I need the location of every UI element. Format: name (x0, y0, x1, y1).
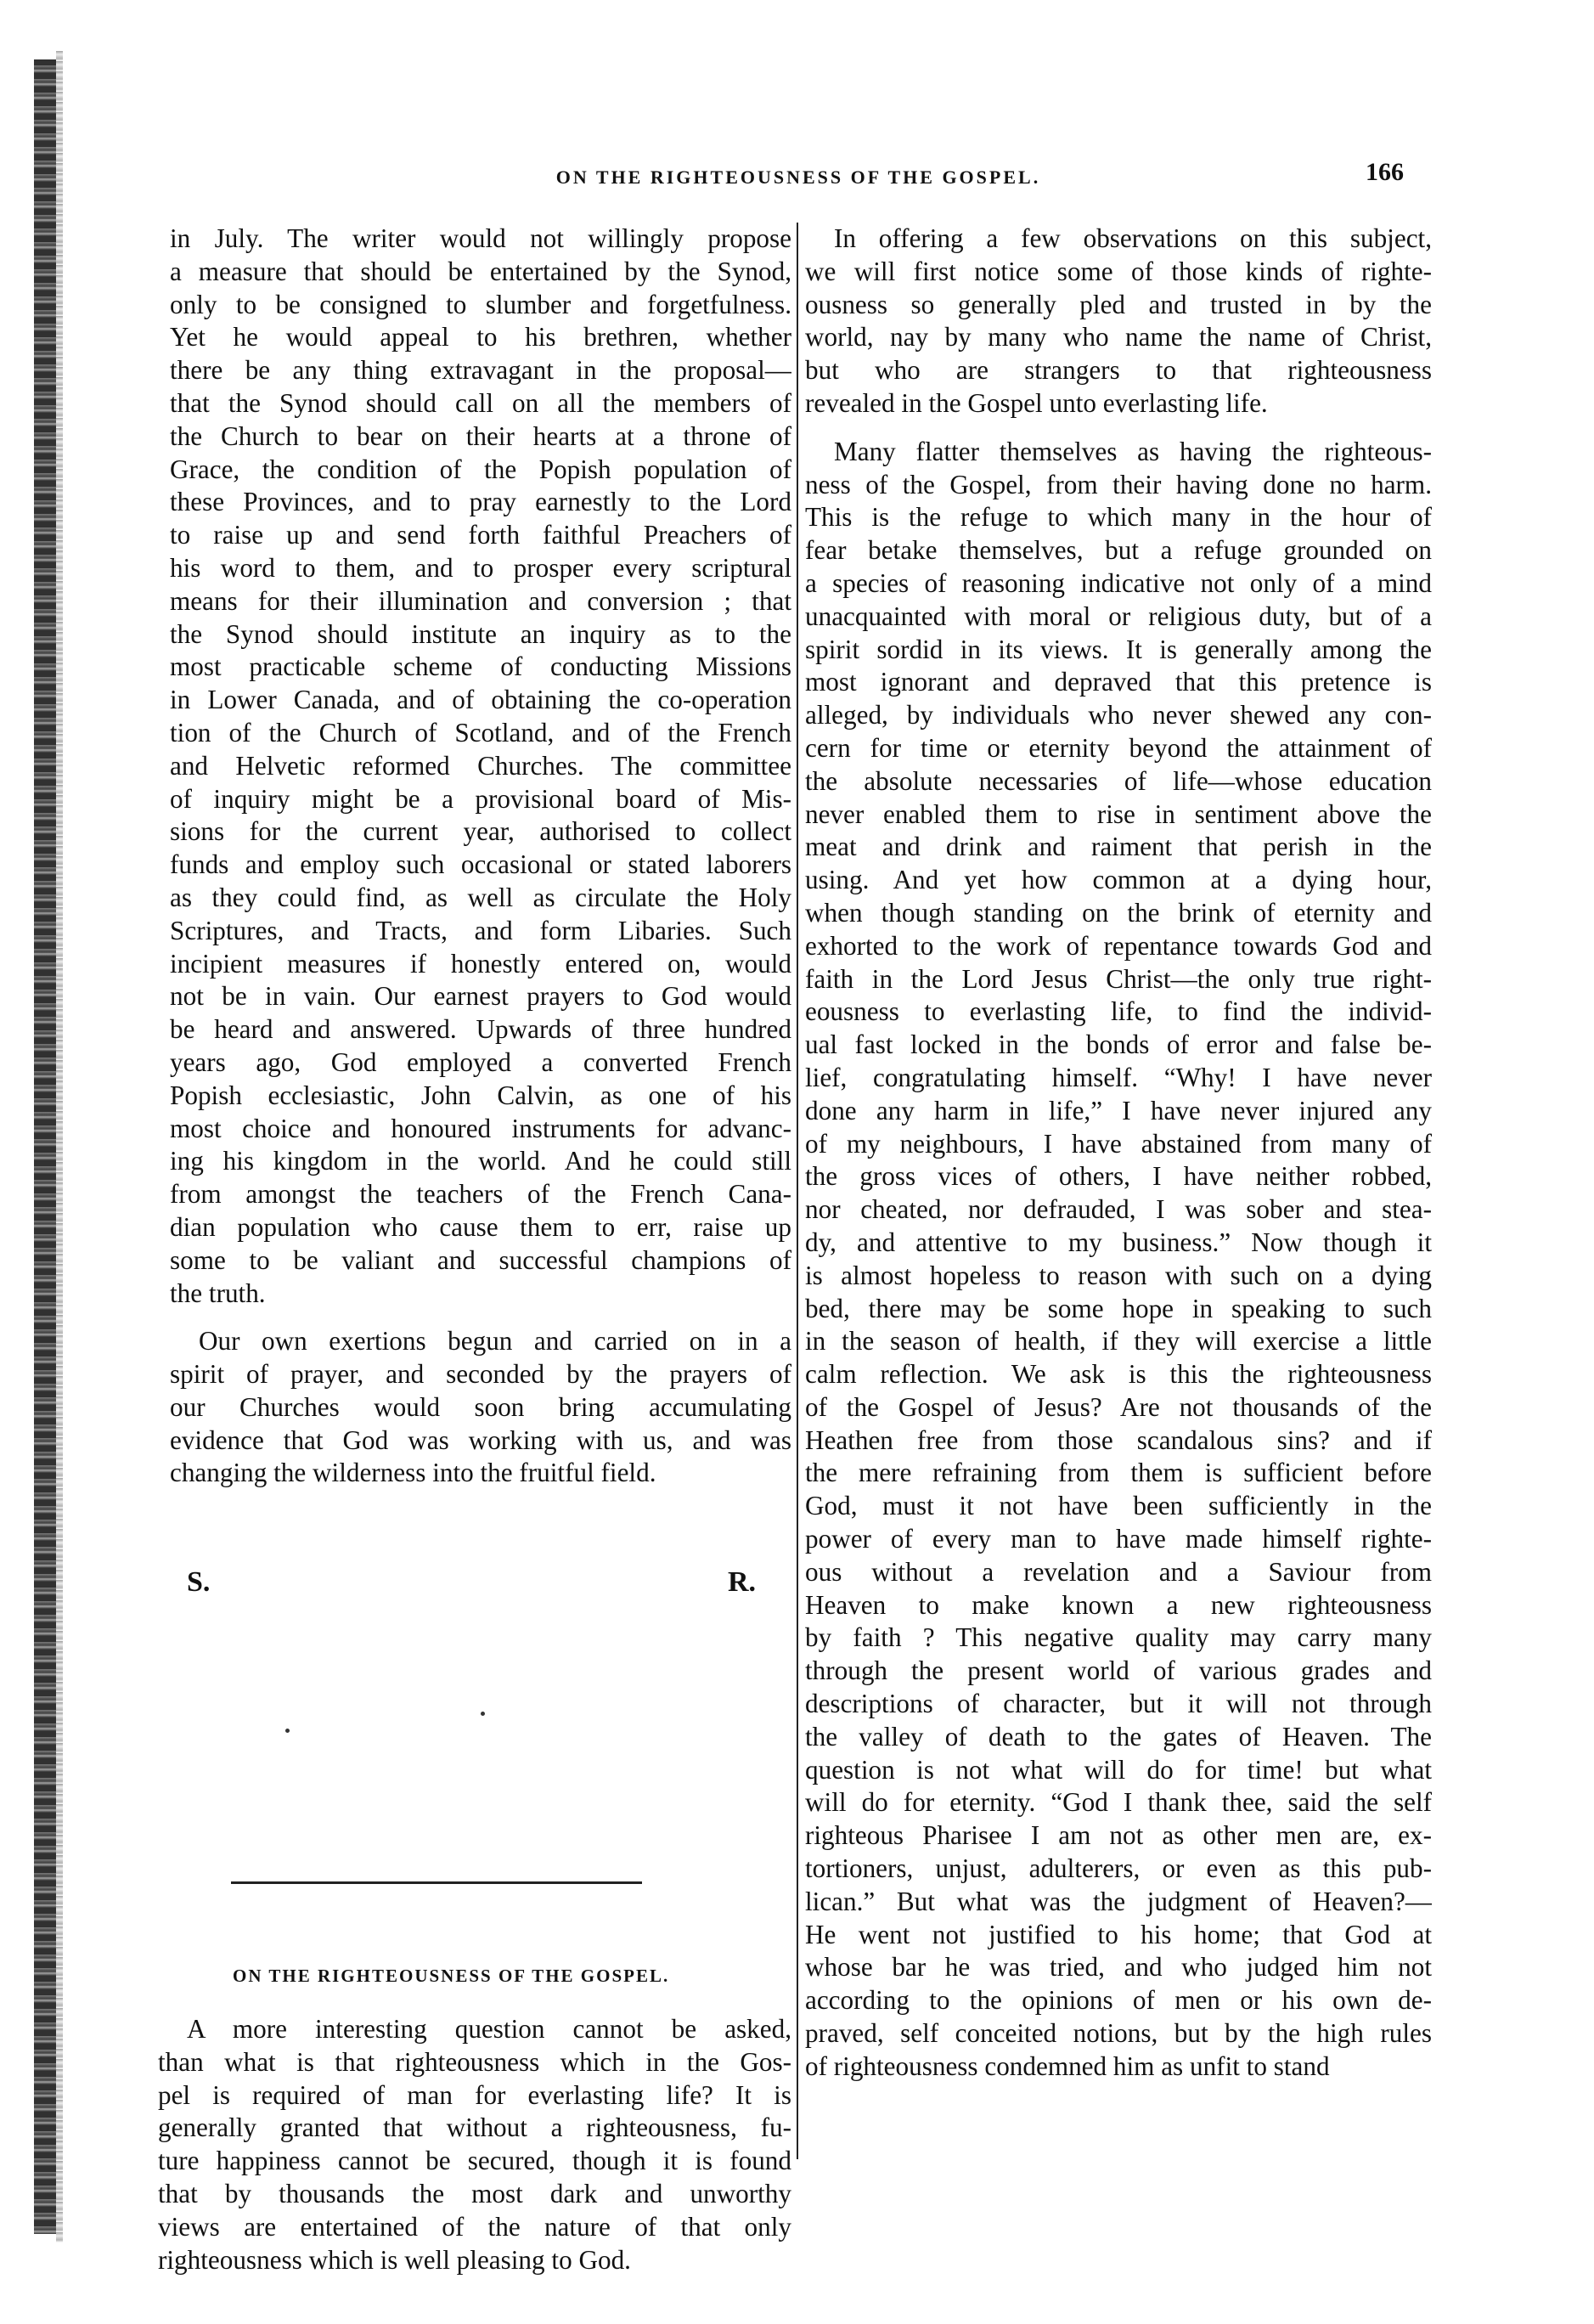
text-line: cern for time or eternity beyond the attainment of (805, 732, 1432, 763)
text-line: will do for eternity. “God I thank thee, said the self (805, 1787, 1432, 1818)
text-line: the truth. (170, 1278, 266, 1308)
text-line: ness of the Gospel, from their having done no harm. (805, 469, 1432, 499)
text-line: dy, and attentive to my business.” Now though it (805, 1227, 1432, 1257)
text-line: the valley of death to the gates of Heaven. The (805, 1721, 1432, 1751)
page-gutter-shadow (56, 51, 63, 2242)
text-line: generally granted that without a righteousness, fu- (158, 2112, 791, 2143)
text-line: Our own exertions begun and carried on in a (199, 1326, 791, 1357)
text-line: of my neighbours, I have abstained from many of (805, 1128, 1432, 1159)
text-line: ual fast locked in the bonds of error and false be- (805, 1029, 1432, 1060)
text-line: Popish ecclesiastic, John Calvin, as one of his (170, 1080, 791, 1110)
paragraph-many-flatter (805, 436, 1432, 2084)
paragraph-continued (170, 223, 791, 1310)
text-line: righteous Pharisee I am not as other men are, ex- (805, 1820, 1432, 1851)
text-line: in the season of health, if they will exercise a little (805, 1326, 1432, 1357)
text-line: nor cheated, nor defrauded, I was sober and stea- (805, 1194, 1432, 1225)
text-line: of inquiry might be a provisional board of Mis- (170, 783, 791, 814)
book-binding-edge (34, 59, 56, 2234)
text-line: question is not what will do for time! but what (805, 1754, 1432, 1785)
text-line: Grace, the condition of the Popish population of (170, 454, 791, 484)
text-line: tortioners, unjust, adulterers, or even as this pub- (805, 1853, 1432, 1884)
text-line: descriptions of character, but it will not through (805, 1689, 1432, 1719)
text-line: is almost hopeless to reason with such on a dying (805, 1260, 1432, 1290)
text-line: than what is that righteousness which in the Gos- (158, 2046, 791, 2077)
text-line: his word to them, and to prosper every scriptural (170, 552, 791, 583)
text-line: faith in the Lord Jesus Christ—the only true right- (805, 963, 1432, 994)
text-line: years ago, God employed a converted French (170, 1046, 791, 1077)
text-line: as they could find, as well as circulate the Holy (170, 882, 791, 912)
text-line: tion of the Church of Scotland, and of the French (170, 717, 791, 747)
text-line: evidence that God was working with us, and was (170, 1424, 791, 1455)
text-line: the absolute necessaries of life—whose education (805, 765, 1432, 796)
text-line: that by thousands the most dark and unworthy (158, 2178, 791, 2208)
text-line: but who are strangers to that righteousness (805, 355, 1432, 386)
text-line: lief, congratulating himself. “Why! I have never (805, 1062, 1432, 1092)
text-line: the Synod should institute an inquiry as to the (170, 618, 791, 649)
text-line: not be in vain. Our earnest prayers to God would (170, 981, 791, 1012)
text-line: to raise up and send forth faithful Preachers of (170, 520, 791, 550)
text-line: dian population who cause them to err, raise up (170, 1211, 791, 1242)
text-line: pel is required of man for everlasting life? It is (158, 2079, 791, 2110)
text-line: of the Gospel of Jesus? Are not thousands of the (805, 1391, 1432, 1422)
right-column (805, 223, 1432, 2084)
paragraph-gap (170, 1310, 791, 1325)
text-line: and Helvetic reformed Churches. The committee (170, 750, 791, 781)
text-line: praved, self conceited notions, but by the high rules (805, 2018, 1432, 2049)
text-line: there be any thing extravagant in the proposal— (170, 355, 791, 386)
text-line: fear betake themselves, but a refuge grounded on (805, 535, 1432, 566)
running-head: ON THE RIGHTEOUSNESS OF THE GOSPEL. (555, 166, 1041, 188)
text-line: through the present world of various grades and (805, 1656, 1432, 1686)
section-divider (231, 1881, 642, 1884)
paragraph-interesting-question (158, 2013, 791, 2276)
text-line: according to the opinions of men or his own de- (805, 1985, 1432, 2016)
text-line: the mere refraining from them is sufficient before (805, 1458, 1432, 1488)
page-number: 166 (1366, 158, 1404, 186)
text-line: when though standing on the brink of eternity and (805, 897, 1432, 928)
text-line: by faith ? This negative quality may carry many (805, 1622, 1432, 1653)
text-line: calm reflection. We ask is this the righteousness (805, 1359, 1432, 1390)
text-line: the Church to bear on their hearts at a throne of (170, 420, 791, 451)
text-line: spirit of prayer, and seconded by the prayers of (170, 1359, 791, 1390)
text-line: changing the wilderness into the fruitful field. (170, 1458, 656, 1488)
text-line: whose bar he was tried, and who judged him not (805, 1952, 1432, 1983)
text-line: eousness to everlasting life, to find the individ- (805, 996, 1432, 1027)
text-line: be heard and answered. Upwards of three hundred (170, 1014, 791, 1045)
text-line: Heaven to make known a new righteousness (805, 1589, 1432, 1620)
text-line: means for their illumination and conversion ; that (170, 585, 791, 616)
text-line: in Lower Canada, and of obtaining the co-operation (170, 685, 791, 715)
paragraph-gap (805, 420, 1432, 436)
text-line: Many flatter themselves as having the righteous- (834, 436, 1432, 466)
text-line: from amongst the teachers of the French Cana- (170, 1179, 791, 1210)
signature-initial-r: R. (727, 1566, 756, 1598)
text-line: revealed in the Gospel unto everlasting life. (805, 387, 1268, 418)
text-line: that the Synod should call on all the members of (170, 387, 791, 418)
column-rule (797, 223, 798, 2159)
stray-mark (285, 1729, 290, 1733)
text-line: God, must it not have been sufficiently in the (805, 1491, 1432, 1521)
text-line: exhorted to the work of repentance towards God and (805, 930, 1432, 961)
text-line: power of every man to have made himself righte- (805, 1524, 1432, 1554)
text-line: unacquainted with moral or religious duty, but of a (805, 601, 1432, 631)
text-line: a measure that should be entertained by the Synod, (170, 256, 791, 286)
text-line: bed, there may be some hope in speaking to such (805, 1293, 1432, 1323)
text-line: ing his kingdom in the world. And he could still (170, 1146, 791, 1176)
text-line: done any harm in life,” I have never injured any (805, 1095, 1432, 1125)
paragraph-our-own-exertions (170, 1325, 791, 1490)
text-line: Heathen free from those scandalous sins? and if (805, 1424, 1432, 1455)
text-line: these Provinces, and to pray earnestly to the Lord (170, 487, 791, 517)
text-line: a species of reasoning indicative not only of a mind (805, 567, 1432, 598)
text-line: never enabled them to rise in sentiment above the (805, 798, 1432, 829)
text-line: incipient measures if honestly entered on, would (170, 948, 791, 979)
section-heading: ON THE RIGHTEOUSNESS OF THE GOSPEL. (233, 1966, 670, 1986)
text-line: using. And yet how common at a dying hour, (805, 865, 1432, 895)
text-line: Yet he would appeal to his brethren, whether (170, 322, 791, 353)
text-line: spirit sordid in its views. It is generally among the (805, 634, 1432, 664)
text-line: in July. The writer would not willingly propose (170, 223, 791, 253)
text-line: alleged, by individuals who never shewed any con- (805, 700, 1432, 730)
text-line: He went not justified to his home; that God at (805, 1919, 1432, 1949)
text-line: righteousness which is well pleasing to God. (158, 2244, 631, 2275)
text-line: of righteousness condemned him as unfit to stand (805, 2050, 1330, 2081)
left-column (170, 223, 791, 1490)
text-line: world, nay by many who name the name of Christ, (805, 322, 1432, 353)
text-line: Scriptures, and Tracts, and form Libaries. Such (170, 915, 791, 945)
text-line: most choice and honoured instruments for advanc- (170, 1113, 791, 1143)
text-line: ous without a revelation and a Saviour from (805, 1556, 1432, 1587)
text-line: only to be consigned to slumber and forgetfulness. (170, 289, 791, 319)
text-line: we will first notice some of those kinds of righte- (805, 256, 1432, 286)
paragraph-in-offering (805, 223, 1432, 420)
signature-initial-s: S. (187, 1566, 211, 1598)
text-line: most ignorant and depraved that this pretence is (805, 667, 1432, 697)
text-line: In offering a few observations on this subject, (834, 223, 1432, 253)
text-line: lican.” But what was the judgment of Heaven?— (805, 1886, 1432, 1916)
text-line: some to be valiant and successful champions of (170, 1244, 791, 1275)
text-line: This is the refuge to which many in the hour of (805, 502, 1432, 533)
text-line: ture happiness cannot be secured, though it is found (158, 2146, 791, 2176)
text-line: A more interesting question cannot be asked, (187, 2014, 791, 2044)
text-line: our Churches would soon bring accumulating (170, 1391, 791, 1422)
text-line: sions for the current year, authorised to collect (170, 816, 791, 847)
text-line: funds and employ such occasional or stated laborers (170, 849, 791, 880)
text-line: meat and drink and raiment that perish in the (805, 832, 1432, 862)
stray-mark (481, 1712, 485, 1716)
text-line: ousness so generally pled and trusted in by the (805, 289, 1432, 319)
text-line: most practicable scheme of conducting Missions (170, 652, 791, 682)
text-line: the gross vices of others, I have neither robbed, (805, 1161, 1432, 1192)
text-line: views are entertained of the nature of that only (158, 2211, 791, 2242)
